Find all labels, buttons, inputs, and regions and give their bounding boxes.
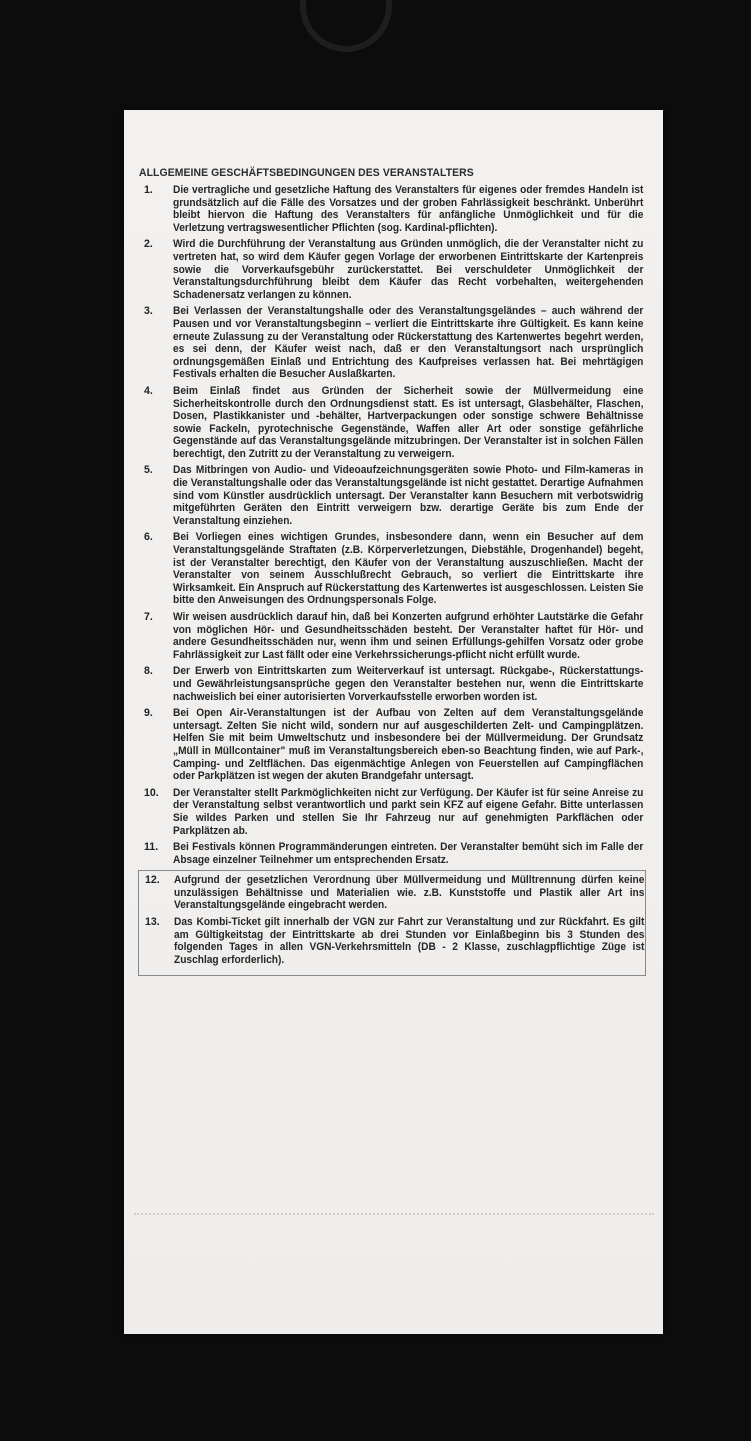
clause-number: 4.: [144, 384, 153, 397]
clause-text: Der Erwerb von Eintrittskarten zum Weiterverkauf ist untersagt. Rückgabe-, Rückerstattungs- und Gewährleistungsansprüche gegen den Veranstalter bestehen nur, wenn die Eintrittskarte nachweislich bei einer autorisierten Vorverkaufsstelle erworben worden ist.: [173, 665, 644, 703]
clause-text: Das Mitbringen von Audio- und Videoaufzeichnungsgeräten sowie Photo- und Film-kameras in die Veranstaltungshalle oder das Veranstaltungsgelände ist nicht gestattet. Derartige Aufnahmen sind vom Künstler ausdrücklich untersagt. Der Veranstalter kann Besuchern mit verbotswidrig mitgeführten Geräten den Eintritt verweigern bzw. derartige Geräte bis zum Ende der Veranstaltung einziehen.: [173, 464, 644, 527]
clause-text: Beim Einlaß findet aus Gründen der Sicherheit sowie der Müllvermeidung eine Sicherheitskontrolle durch den Ordnungsdienst statt. Es ist untersagt, Glasbehälter, Flaschen, Dosen, Plastikkanister und -behälter, Hartverpackungen oder sonstige schwere Behältnisse sowie Fackeln, pyrotechnische Gegenstände, Waffen aller Art oder sonstige gefährliche Gegenstände auf das Veranstaltungsgelände mitzubringen. Der Veranstalter ist in solchen Fällen berechtigt, den Zutritt zu der Veranstaltung zu verweigern.: [173, 384, 644, 460]
clause-text: Die vertragliche und gesetzliche Haftung des Veranstalters für eigenes oder fremdes Handeln ist grundsätzlich auf die Fälle des Vorsatzes und der groben Fahrlässigkeit beschränkt. Unberührt bleibt hiervon die Haftung des Veranstalters für anfängliche Unmöglichkeit und für die Verletzung vertragswesentlicher Pflichten (sog. Kardinal-pflichten).: [173, 184, 644, 234]
clause-number: 6.: [144, 531, 153, 544]
clause-text: Bei Festivals können Programmänderungen eintreten. Der Veranstalter bemüht sich im Falle der Absage einzelner Teilnehmer um entsprechenden Ersatz.: [173, 841, 644, 866]
clause-3: [124, 305, 663, 381]
clause-text: Wird die Durchführung der Veranstaltung aus Gründen unmöglich, die der Veranstalter nicht zu vertreten hat, so wird dem Käufer gegen Vorlage der erworbenen Eintrittskarte der Kartenpreis sowie die Vorverkaufsgebühr zurückerstattet. Bei verschuldeter Unmöglichkeit der Veranstaltungsdurchführung bleibt dem Käufer das Recht vorbehalten, weitergehenden Schadenersatz verlangen zu können.: [173, 238, 644, 301]
terms-title: ALLGEMEINE GESCHÄFTSBEDINGUNGEN DES VERANSTALTERS: [139, 167, 474, 179]
clause-number: 7.: [144, 611, 153, 623]
ticket-back: [124, 110, 663, 1334]
clause-text: Bei Verlassen der Veranstaltungshalle oder des Veranstaltungsgeländes – auch während der Pausen und vor Veranstaltungsbeginn – verliert die Eintrittskarte ihre Gültigkeit. Es kann keine erneute Zulassung zu der Veranstaltung oder Rückerstattung des Kartenwertes begehrt werden, es sei denn, der Käufer weist nach, daß er den Veranstaltungsort nach ursprünglich ordnungsgemäßen Einlaß und Entrichtung des Kaufpreises verlassen hat. Bei mehrtägigen Festivals erhalten die Besucher Auslaßkarten.: [173, 305, 644, 381]
clause-number: 2.: [144, 238, 153, 251]
clause-text: Das Kombi-Ticket gilt innerhalb der VGN zur Fahrt zur Veranstaltung und zur Rückfahrt. Es gilt am Gültigkeitstag der Eintrittskarte ab drei Stunden vor Einlaßbeginn bis 3 Stunden des folgenden Tages in allen VGN-Verkehrsmitteln (DB - 2 Klasse, zuschlagpflichtige Züge ist Zuschlag erforderlich).: [174, 916, 645, 966]
clause-text: Bei Vorliegen eines wichtigen Grundes, insbesondere dann, wenn ein Besucher auf dem Veranstaltungsgelände Straftaten (z.B. Körperverletzungen, Diebstähle, Drogenhandel) begeht, ist der Veranstalter berechtigt, den Käufer von der Veranstaltung auszuschließen. Macht der Veranstalter von seinem Ausschlußrecht Gebrauch, so verliert die Eintrittskarte ihre Wirksamkeit. Ein Anspruch auf Rückerstattung des Kartenwertes ist ausgeschlossen. Leisten Sie bitte den Anweisungen des Ordnungspersonals Folge.: [173, 531, 644, 607]
clause-5: [124, 464, 663, 527]
perforation-line: [134, 1213, 654, 1215]
clause-8: [124, 665, 663, 703]
clause-number: 13.: [145, 916, 160, 929]
clause-text: Der Veranstalter stellt Parkmöglichkeiten nicht zur Verfügung. Der Käufer ist für seine Anreise zu der Veranstaltung selbst verantwortlich und parkt sein KFZ auf eigene Gefahr. Bitte unterlassen Sie wildes Parken und stellen Sie Ihr Fahrzeug nur auf genehmigten Parkflächen oder Parkplätzen ab.: [173, 786, 644, 837]
cord-shadow: [287, 0, 405, 65]
clause-6: [124, 531, 663, 607]
clause-10: [124, 787, 663, 837]
clause-text: Aufgrund der gesetzlichen Verordnung über Müllvermeidung und Mülltrennung dürfen keine unzulässigen Behältnisse und Materialien wie. z.B. Kunststoffe und Plastik aller Art ins Veranstaltungsgelände eingebracht werden.: [174, 874, 645, 912]
clause-1: [124, 184, 663, 234]
boxed-clauses: [138, 870, 646, 976]
clause-number: 11.: [144, 841, 159, 854]
clause-text: Bei Open Air-Veranstaltungen ist der Aufbau von Zelten auf dem Veranstaltungsgelände untersagt. Zelten Sie nicht wild, sondern nur auf ausgeschilderten Zelt- und Campingplätzen. Helfen Sie mit beim Umweltschutz und insbesondere bei der Müllvermeidung. Der Grundsatz „Müll in Müllcontainer" muß im Veranstaltungsbereich eben-so Beachtung finden, wie auf Park-, Camping- und Zeltflächen. Das eigenmächtige Anlegen von Feuerstellen auf Campingflächen oder Parkplätzen ist wegen der akuten Brandgefahr untersagt.: [173, 707, 644, 783]
clause-number: 10.: [144, 786, 159, 799]
terms-list: [124, 184, 663, 976]
clause-number: 5.: [144, 464, 153, 477]
clause-7: [124, 611, 663, 661]
clause-number: 9.: [144, 707, 153, 720]
clause-number: 3.: [144, 305, 153, 318]
clause-12: [139, 874, 645, 912]
clause-number: 1.: [144, 184, 153, 196]
clause-13: [139, 916, 645, 966]
clause-number: 8.: [144, 665, 153, 678]
clause-4: [124, 385, 663, 461]
clause-number: 12.: [145, 874, 160, 887]
clause-text: Wir weisen ausdrücklich darauf hin, daß bei Konzerten aufgrund erhöhter Lautstärke die Gefahr von möglichen Hör- und Gesundheitsschäden besteht. Der Veranstalter haftet für Hör- und andere Gesundheitsschäden nur, wenn ihm und seinen Erfüllungs-gehilfen Vorsatz oder grobe Fahrlässigkeit zur Last fällt oder eine Verkehrssicherungs-pflicht nicht erfüllt wurde.: [173, 611, 644, 661]
clause-9: [124, 707, 663, 783]
clause-2: [124, 238, 663, 301]
clause-11: [124, 841, 663, 866]
